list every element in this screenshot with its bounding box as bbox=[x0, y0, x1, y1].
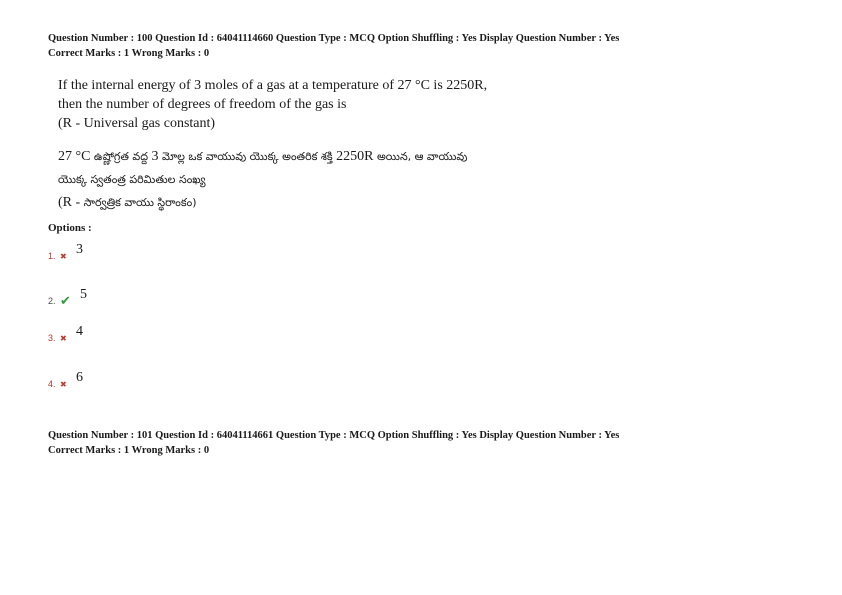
options-label: Options : bbox=[48, 222, 92, 234]
option-number: 3. bbox=[48, 333, 56, 343]
question-line-telugu: యొక్క స్వతంత్ర పరిమితుల సంఖ్య bbox=[58, 173, 206, 186]
cross-icon: ✖ bbox=[60, 251, 67, 261]
option-3[interactable] bbox=[48, 325, 83, 345]
cross-icon: ✖ bbox=[60, 379, 67, 389]
question-text-english bbox=[58, 76, 487, 133]
question-line: If the internal energy of 3 moles of a gas at a temperature of 27 °C is 2250R, bbox=[58, 78, 488, 93]
option-1[interactable] bbox=[48, 243, 83, 263]
telugu-text: ఉష్ణోగ్రత వద్ద bbox=[90, 150, 152, 163]
option-2[interactable] bbox=[48, 288, 87, 308]
marks-meta-line: Correct Marks : 1 Wrong Marks : 0 bbox=[48, 48, 210, 59]
question-line: (R - Universal gas constant) bbox=[58, 116, 216, 131]
question-line-telugu bbox=[58, 191, 467, 214]
question-line-telugu bbox=[58, 145, 467, 168]
option-value: 3 bbox=[76, 242, 83, 257]
temperature-value: 27 °C bbox=[58, 149, 91, 164]
telugu-text: మోల్ల ఒక వాయువు యొక్క అంతరిక శక్తి bbox=[158, 150, 337, 163]
option-value: 5 bbox=[80, 287, 87, 302]
question-100-header bbox=[48, 31, 619, 61]
option-number: 4. bbox=[48, 379, 56, 389]
question-101-header bbox=[48, 428, 619, 458]
telugu-text: సార్వత్రిక వాయు స్థిరాంకం) bbox=[83, 196, 197, 209]
question-meta-line: Question Number : 101 Question Id : 64041114661 Question Type : MCQ Option Shuffling : Yes Display Question Number : Yes bbox=[48, 430, 620, 441]
question-line: then the number of degrees of freedom of the gas is bbox=[58, 97, 347, 112]
energy-value: 2250R bbox=[336, 149, 374, 164]
constant-prefix: (R - bbox=[58, 195, 84, 210]
option-value: 6 bbox=[76, 370, 83, 385]
option-4[interactable] bbox=[48, 371, 83, 391]
option-value: 4 bbox=[76, 324, 83, 339]
telugu-text: అయిన, ఆ వాయువు bbox=[373, 150, 468, 163]
option-number: 2. bbox=[48, 296, 56, 306]
cross-icon: ✖ bbox=[60, 333, 67, 343]
marks-meta-line: Correct Marks : 1 Wrong Marks : 0 bbox=[48, 445, 210, 456]
question-text-telugu bbox=[58, 145, 467, 214]
check-icon: ✔ bbox=[60, 293, 71, 309]
mole-count: 3 bbox=[151, 149, 159, 164]
option-number: 1. bbox=[48, 251, 56, 261]
question-meta-line: Question Number : 100 Question Id : 64041114660 Question Type : MCQ Option Shuffling : Yes Display Question Number : Yes bbox=[48, 33, 620, 44]
